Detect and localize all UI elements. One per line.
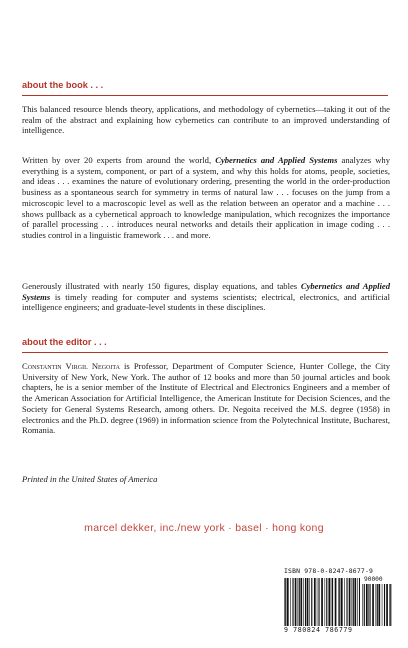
about-book-heading: about the book . . . bbox=[22, 80, 104, 90]
barcode-bar bbox=[318, 578, 319, 626]
barcode-bar bbox=[366, 584, 368, 626]
barcode-bar bbox=[309, 578, 310, 626]
book-title-emphasis: Cybernetics and Applied Systems bbox=[215, 155, 338, 165]
barcode-bar bbox=[378, 584, 380, 626]
publisher-imprint: marcel dekker, inc./new york · basel · hong kong bbox=[84, 522, 324, 534]
barcode-bar bbox=[305, 578, 306, 626]
ean-number: 9 780824 786779 bbox=[284, 626, 353, 634]
printed-in-notice: Printed in the United States of America bbox=[22, 474, 158, 484]
barcode-bar bbox=[285, 578, 286, 626]
barcode-bar bbox=[376, 584, 377, 626]
barcode-bar bbox=[346, 578, 347, 626]
barcode-bar bbox=[372, 584, 374, 626]
barcode-bar bbox=[287, 578, 289, 626]
barcode-bar bbox=[339, 578, 340, 626]
barcode-bar bbox=[359, 578, 360, 626]
barcode-bar bbox=[353, 578, 354, 626]
barcode-bar bbox=[284, 578, 285, 626]
addon-barcode bbox=[362, 584, 392, 626]
barcode-bar bbox=[331, 578, 332, 626]
barcode-bar bbox=[328, 578, 330, 626]
about-editor-heading: about the editor . . . bbox=[22, 337, 107, 347]
barcode-bar bbox=[389, 584, 390, 626]
barcode-bar bbox=[377, 584, 378, 626]
barcode-block bbox=[284, 567, 396, 636]
paragraph-3-lead: Generously illustrated with nearly 150 figures, display equations, and tables bbox=[22, 281, 301, 291]
barcode-bar bbox=[325, 578, 326, 626]
barcode-bar bbox=[290, 578, 291, 626]
addon-number: 90000 bbox=[364, 576, 383, 583]
paragraph-2-body: analyzes why everything is a system, component, or part of a system, and why this holds for atoms, people, societies, and ideas . . . examines the nature of evolutionary ordering, presenting the world in the order-production business as a spontaneous search for symmetry in terms of natural law . . . focuses on the jump from a microscopic level to a macroscopic level as well as the relation between an operator and a machine . . . shows pullback as a cybernetical approach to knowledge manipulation, which recognizes the importance of parallel processing . . . introduces neural networks and details their application in image coding . . . studies control in a linguistic framework . . . and more. bbox=[22, 155, 391, 240]
about-book-paragraph-2 bbox=[22, 155, 390, 241]
book-title-emphasis: Cybernetics and Applied Systems bbox=[22, 281, 391, 302]
barcode-bar bbox=[335, 578, 337, 626]
barcode-bar bbox=[382, 584, 383, 626]
barcode-bar bbox=[298, 578, 299, 626]
barcode-bar bbox=[300, 578, 302, 626]
barcode-bar bbox=[390, 584, 391, 626]
barcode-bar bbox=[307, 578, 309, 626]
barcode-bar bbox=[349, 578, 351, 626]
barcode-bar bbox=[357, 578, 358, 626]
barcode-bar bbox=[341, 578, 343, 626]
barcode-bar bbox=[352, 578, 353, 626]
editor-bio-text: is Professor, Department of Computer Science, Hunter College, the City University of New York, New York. The author of 12 books and more than 50 journal articles and book chapters, he is a senior member of the Institute of Electrical and Electronics Engineers and a member of the American Association for Artificial Intelligence, the American Institute for Decision Sciences, and the Society for General Systems Research, among others. Dr. Negoita received the M.S. degree (1958) in electronics and the Ph.D. degree (1969) in information science from the Polytechnical Institute, Bucharest, Romania. bbox=[22, 361, 390, 436]
about-book-paragraph-3 bbox=[22, 281, 390, 313]
barcode-bar bbox=[368, 584, 369, 626]
paragraph-3-body: is timely reading for computer and systems scientists; electrical, electronics, and artificial intelligence engineers; and graduate-level students in these disciplines. bbox=[22, 291, 390, 313]
barcode-bar bbox=[303, 578, 304, 626]
barcode-bar bbox=[386, 584, 388, 626]
barcode-bar bbox=[384, 584, 385, 626]
barcode-bar bbox=[344, 578, 345, 626]
barcode-bar bbox=[299, 578, 300, 626]
about-book-paragraph-1: This balanced resource blends theory, applications, and methodology of cybernetics—taking it out of the realm of the abstract and explaining how cybernetics can contribute to an improved understanding of intelligence. bbox=[22, 104, 390, 136]
editor-bio-paragraph bbox=[22, 361, 390, 436]
barcode-bar bbox=[317, 578, 318, 626]
barcode-bar bbox=[326, 578, 327, 626]
isbn-text: ISBN 978-0-8247-8677-9 bbox=[284, 567, 374, 575]
editor-name: Constantin Virgil Negoita bbox=[22, 361, 120, 371]
barcode-bar bbox=[314, 578, 316, 626]
barcode-bar bbox=[332, 578, 333, 626]
barcode-bar bbox=[338, 578, 339, 626]
about-book-rule bbox=[22, 95, 388, 96]
barcode-bar bbox=[311, 578, 312, 626]
ean-barcode bbox=[284, 578, 360, 626]
paragraph-2-lead: Written by over 20 experts from around the world, bbox=[22, 155, 216, 165]
barcode-bar bbox=[321, 578, 323, 626]
barcode-bar bbox=[354, 578, 356, 626]
barcode-bar bbox=[364, 584, 365, 626]
barcode-bar bbox=[295, 578, 297, 626]
about-editor-rule bbox=[22, 352, 388, 353]
barcode-bar bbox=[292, 578, 293, 626]
barcode-bar bbox=[369, 584, 370, 626]
barcode-bar bbox=[362, 584, 363, 626]
